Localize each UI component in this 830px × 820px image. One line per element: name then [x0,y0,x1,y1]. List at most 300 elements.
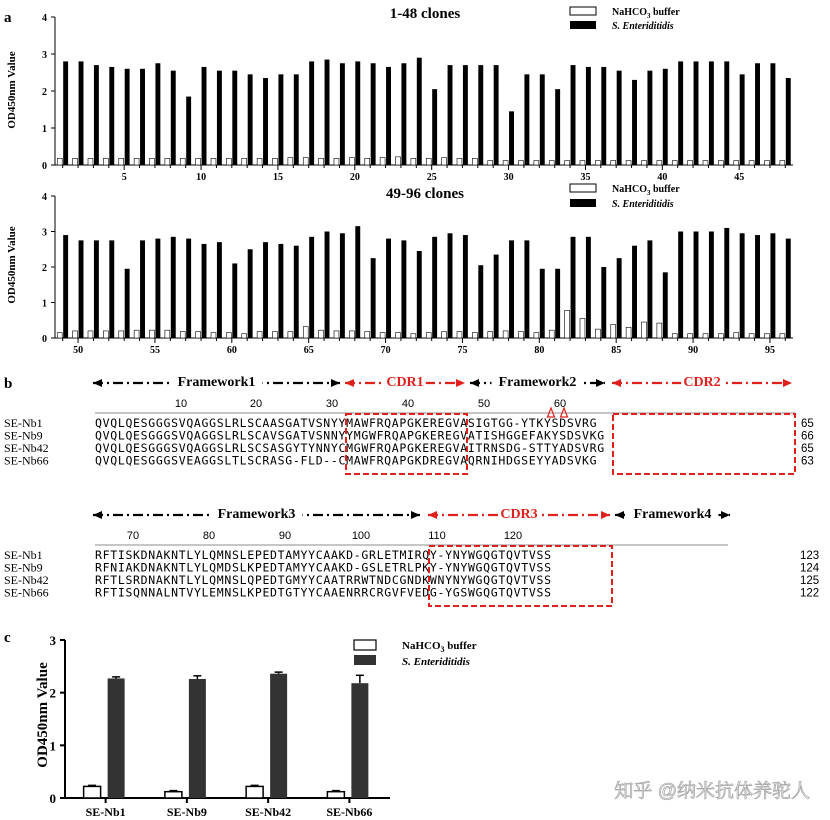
legend-a2-bacteria-label: S. Enteriditidis [612,199,674,210]
bar-bacteria [63,61,68,165]
bar-bacteria [571,237,576,338]
bar-bacteria [478,65,483,165]
bar-bacteria [340,233,345,338]
bar-bacteria [586,237,591,338]
bar-bacteria [586,67,591,165]
region-label: Framework3 [217,507,296,522]
region-arrow-left [615,511,624,519]
bar-bacteria [309,237,314,338]
bar-buffer [672,161,677,165]
bar-bacteria [140,69,145,165]
x-tick-label: 85 [611,345,622,356]
bar-buffer [150,158,155,165]
bar-buffer [472,158,477,165]
legend-a1-bacteria-label: S. Enteriditidis [612,21,674,32]
bar-bacteria [263,242,268,338]
sequence-end-position: 66 [801,430,814,443]
bar-buffer [257,332,262,338]
bar-bacteria [540,74,545,165]
sequence-end-position: 65 [801,418,814,430]
bar-bacteria [432,89,437,165]
y-tick-label: 0 [42,161,47,172]
bar-buffer [457,158,462,165]
bar-bacteria [509,240,514,338]
ruler-number: 70 [126,530,140,542]
bar-bacteria [294,246,299,338]
sequence-end-position: 122 [800,587,820,600]
bar-bacteria [555,269,560,338]
bar-buffer [503,161,508,165]
bar-buffer [273,332,278,338]
bar-bacteria [463,65,468,165]
x-tick-label: 25 [426,172,437,183]
bar-buffer [595,161,600,165]
bar-bacteria [740,233,745,338]
bar-bacteria [189,679,206,798]
bar-bacteria [663,69,668,165]
bar-bacteria [371,63,376,165]
ruler-number: 20 [249,398,263,410]
bar-bacteria [94,65,99,165]
bar-bacteria [401,63,406,165]
bar-buffer [411,158,416,165]
bar-bacteria [278,244,283,338]
bar-buffer [749,161,754,165]
legend-c-bacteria-label: S. Enteriditidis [402,656,470,668]
x-tick-label: 90 [688,345,699,356]
x-tick-label: 5 [121,172,127,183]
sequence-end-position: 63 [801,455,814,468]
bar-bacteria [340,63,345,165]
bar-buffer [780,334,785,338]
legend-a1-buffer-swatch [570,7,596,15]
bar-buffer [718,161,723,165]
bar-buffer [442,332,447,338]
ruler-number: 80 [202,530,216,542]
y-tick-label: 2 [49,685,56,701]
bar-buffer [119,331,124,338]
bar-buffer [549,161,554,165]
sequence-end-position: 125 [800,575,820,587]
bar-bacteria [770,233,775,338]
bar-buffer [165,792,182,798]
bar-bacteria [724,228,729,338]
sequence-name: SE-Nb1 [4,548,43,562]
bar-buffer [211,158,216,165]
x-tick-label: 30 [503,172,514,183]
y-tick-label: 3 [42,227,47,239]
bar-buffer [319,330,324,338]
bar-bacteria [663,272,668,338]
bar-buffer [442,158,447,165]
legend-c [354,640,477,668]
sequence-name: SE-Nb66 [4,585,49,600]
sequence-name: SE-Nb42 [4,573,49,587]
bar-buffer [303,158,308,165]
bar-buffer [657,323,662,338]
bar-buffer [765,334,770,338]
bar-bacteria [278,74,283,165]
bar-bacteria [294,74,299,165]
bar-buffer [246,786,263,798]
bar-bacteria [540,269,545,338]
legend-a2-buffer-swatch [570,184,596,192]
bar-bacteria [171,71,176,165]
sequence-end-position: 124 [800,562,820,575]
x-tick-label: 80 [534,345,545,356]
chart-1-48-clones [6,6,793,183]
bar-bacteria [355,226,360,338]
bar-bacteria [186,239,191,338]
y-tick-label: 0 [42,334,47,345]
sequence-end-position: 123 [800,550,820,562]
bar-buffer [242,334,247,338]
region-arrow-left [612,379,621,387]
bar-buffer [595,329,600,338]
legend-a1-bacteria-swatch [570,21,596,29]
sequence-name: SE-Nb9 [4,560,43,575]
cdr-box [613,414,795,474]
bar-bacteria [494,255,499,338]
y-tick-label: 4 [42,192,47,203]
bar-buffer [196,158,201,165]
y-tick-label: 0 [49,791,56,806]
ruler-number: 90 [278,530,292,542]
bar-bacteria [448,233,453,338]
bar-buffer [411,334,416,338]
bar-bacteria [647,240,652,338]
bar-bacteria [494,65,499,165]
region-label: Framework4 [633,507,712,522]
bar-bacteria [263,78,268,165]
bar-buffer [365,332,370,338]
bar-buffer [780,161,785,165]
bar-bacteria [724,61,729,165]
bar-buffer [519,332,524,338]
bar-buffer [288,332,293,338]
bar-bacteria [109,240,114,338]
bar-buffer [134,158,139,165]
bar-bacteria [140,240,145,338]
x-tick-label: 55 [149,345,160,356]
bar-buffer [119,158,124,165]
bar-buffer [327,792,344,798]
bar-buffer [334,331,339,338]
legend-a2-bacteria-swatch [570,199,596,207]
bar-buffer [611,325,616,338]
bar-buffer [303,327,308,338]
x-tick-label: 60 [226,345,237,356]
x-tick-label: 95 [764,345,775,356]
bar-buffer [472,333,477,338]
ruler-number: 100 [351,530,371,542]
chart-a2-ylabel: OD450nm Value [6,226,18,304]
category-label: SE-Nb42 [245,805,292,819]
bar-bacteria [202,67,207,165]
bar-bacteria [509,111,514,165]
bar-bacteria [171,237,176,338]
bar-buffer [642,161,647,165]
bar-buffer [150,330,155,338]
chart-c-ylabel: OD450nm Value [35,662,51,768]
bar-bacteria [248,74,253,165]
bar-bacteria [632,80,637,165]
bar-bacteria [232,263,237,338]
sequence-residues: RFTISQNNALNTVYLEMNSLKPEDTGTYYCAAENRRCRGVFVEDG-YGSWGQGTQVTVSS [95,585,551,600]
bar-bacteria [448,65,453,165]
bar-buffer [765,161,770,165]
bar-bacteria [740,74,745,165]
bar-bacteria [755,235,760,338]
bar-buffer [380,158,385,165]
sequence-residues: RFNIAKDNAKNTLYLQMDSLKPEDTAMYYCAAKD-GSLETRLPKY-YNYWGQGTQVTVSS [95,560,551,575]
bar-bacteria [770,63,775,165]
category-label: SE-Nb1 [85,805,126,819]
bar-buffer [73,158,78,165]
bar-bacteria [786,239,791,338]
bar-buffer [134,330,139,338]
bar-bacteria [463,235,468,338]
bar-bacteria [79,240,84,338]
bar-buffer [273,158,278,165]
region-label: CDR2 [683,375,721,390]
bar-buffer [580,161,585,165]
bar-bacteria [109,67,114,165]
bar-bacteria [248,249,253,338]
bar-buffer [103,158,108,165]
bar-buffer [534,161,539,165]
bar-bacteria [386,67,391,165]
y-tick-label: 1 [49,738,56,754]
panel-b-label: b [4,376,13,392]
region-arrow-left [428,511,437,519]
bar-buffer [426,333,431,338]
bar-bacteria [401,240,406,338]
bar-bacteria [355,61,360,165]
ruler-number: 60 [553,398,567,410]
bar-bacteria [351,683,368,798]
bar-bacteria [217,242,222,338]
bar-buffer [565,161,570,165]
bar-bacteria [571,65,576,165]
x-tick-label: 15 [272,172,283,183]
legend-a2-buffer-label: NaHCO$_3$ buffer [612,184,680,197]
bar-buffer [288,158,293,165]
bar-buffer [396,157,401,165]
bar-buffer [396,333,401,338]
bar-bacteria [125,69,130,165]
bar-bacteria [678,61,683,165]
bar-bacteria [125,269,130,338]
region-label: CDR1 [386,375,424,390]
y-tick-label: 3 [49,633,56,648]
bar-bacteria [694,61,699,165]
legend-c-buffer-swatch [354,640,376,650]
y-tick-label: 1 [42,298,47,310]
bar-bacteria [108,678,125,798]
bar-bacteria [63,235,68,338]
sequence-name: SE-Nb66 [4,453,49,468]
bar-bacteria [325,60,330,165]
bar-bacteria [325,232,330,339]
y-tick-label: 2 [42,263,47,274]
bar-bacteria [617,71,622,165]
region-arrow-right [721,511,730,519]
sequence-residues: QVQLQESGGGSVQAGGSLRLSCAASGATVSNYYMAWFRQAPGKEREGVASIGTGG-YTKYSDSVRG [95,416,597,430]
sequence-name: SE-Nb9 [4,428,43,443]
bar-buffer [534,333,539,338]
x-tick-label: 35 [580,172,591,183]
bar-buffer [488,332,493,338]
sequence-name: SE-Nb1 [4,416,43,430]
y-tick-label: 4 [42,13,47,24]
chart-a1-title: 1-48 clones [389,6,461,22]
bar-buffer [165,158,170,165]
watermark-text: 知乎 @纳米抗体养驼人 [614,781,810,802]
sequence-end-position: 65 [801,443,814,455]
bar-bacteria [232,71,237,165]
bar-buffer [611,161,616,165]
bar-bacteria [709,232,714,339]
bar-bacteria [309,61,314,165]
bar-bacteria [202,244,207,338]
bar-buffer [549,330,554,338]
bar-buffer [626,161,631,165]
sequence-residues: QVQLQESGGGSVEAGGSLTLSCRASG-FLD--CMAWFRQAPGKDREGVAQRNIHDGSEYYADSVKG [95,453,597,468]
y-tick-label: 1 [42,124,47,135]
bar-buffer [626,327,631,338]
region-arrow-right [783,379,792,387]
y-tick-label: 3 [42,50,47,61]
bar-buffer [688,161,693,165]
ruler-number: 50 [477,398,491,410]
bar-bacteria [555,89,560,165]
bar-bacteria [432,237,437,338]
bar-buffer [57,158,62,165]
ruler-number: 120 [503,530,523,542]
bar-bacteria [601,67,606,165]
bar-buffer [242,158,247,165]
region-arrow-right [331,379,340,387]
bar-buffer [319,158,324,165]
legend-a2 [570,184,680,210]
sequence-alignment [4,373,820,606]
legend-a1 [570,7,680,32]
bar-buffer [211,333,216,338]
bar-bacteria [524,74,529,165]
bar-buffer [57,333,62,338]
x-tick-label: 45 [734,172,745,183]
region-label: Framework2 [498,375,577,390]
region-label: CDR3 [500,507,538,522]
x-tick-label: 65 [303,345,314,356]
bar-bacteria [417,251,422,338]
bar-buffer [457,332,462,338]
bar-bacteria [524,240,529,338]
bar-buffer [718,334,723,338]
x-tick-label: 20 [349,172,360,183]
bar-buffer [88,158,93,165]
region-arrow-left [345,379,354,387]
bar-buffer [734,161,739,165]
bar-buffer [688,334,693,338]
bar-buffer [380,333,385,338]
chart-a1-ylabel: OD450nm Value [6,51,18,129]
panel-c-label: c [4,630,11,646]
bar-buffer [334,158,339,165]
region-arrow-left [470,379,479,387]
category-label: SE-Nb66 [326,805,373,819]
bar-bacteria [709,61,714,165]
bar-buffer [103,331,108,338]
y-tick-label: 2 [42,87,47,98]
bar-buffer [88,331,93,338]
bar-bacteria [94,240,99,338]
bar-buffer [257,158,262,165]
sequence-residues: RFTLSRDNAKNTLYLQMNSLQPEDTGMYYCAATRRWTNDCGNDKWNYNYWGQGTQVTVSS [95,573,551,587]
region-arrow-left [93,511,102,519]
bar-buffer [226,158,231,165]
sequence-residues: QVQLQESGGGSVQAGGSLRLSCSASGYTYNNYCMGWFRQAPGKEREGVAITRNSDG-STTYADSVRG [95,441,605,455]
chart-49-96-clones [6,186,793,356]
sequence-residues: QVQLQESGGGSVQAGGSLRLSCAVSGATVSNNYYMGWFRQAPGKEREGVATISHGGEFAKYSDSVKG [95,428,605,443]
chart-a2-title: 49-96 clones [386,186,464,202]
bar-bacteria [694,232,699,339]
ruler-number: 40 [401,398,415,410]
bar-buffer [365,158,370,165]
bar-buffer [349,158,354,165]
bar-buffer [672,334,677,338]
region-arrow-right [456,379,465,387]
bar-bacteria [678,232,683,339]
region-arrow-right [411,511,420,519]
legend-a1-buffer-label: NaHCO$_3$ buffer [612,7,680,20]
ruler-number: 10 [174,398,188,410]
bar-buffer [73,331,78,338]
bar-buffer [226,333,231,338]
bar-buffer [657,161,662,165]
region-arrow-right [596,379,605,387]
bar-buffer [426,158,431,165]
bar-bacteria [155,239,160,338]
bar-buffer [703,161,708,165]
bar-bacteria [786,78,791,165]
category-label: SE-Nb9 [166,805,207,819]
bar-buffer [749,334,754,338]
bar-buffer [565,310,570,338]
bar-buffer [488,161,493,165]
ruler-number: 110 [428,530,446,542]
bar-buffer [180,158,185,165]
ruler-number: 30 [325,398,339,410]
region-arrow-right [601,511,610,519]
bar-bacteria [186,97,191,165]
bar-bacteria [386,239,391,338]
bar-bacteria [79,61,84,165]
sequence-residues: RFTISKDNAKNTLYLQMNSLEPEDTAMYYCAAKD-GRLETMIRQY-YNYWGQGTQVTVSS [95,548,551,562]
legend-c-bacteria-swatch [354,655,376,665]
bar-buffer [349,331,354,338]
bar-buffer [180,332,185,338]
bar-buffer [703,334,708,338]
bar-buffer [84,786,101,798]
bar-bacteria [371,258,376,338]
bar-buffer [734,333,739,338]
bar-buffer [519,161,524,165]
bar-bacteria [155,63,160,165]
bar-bacteria [647,71,652,165]
x-tick-label: 70 [380,345,391,356]
